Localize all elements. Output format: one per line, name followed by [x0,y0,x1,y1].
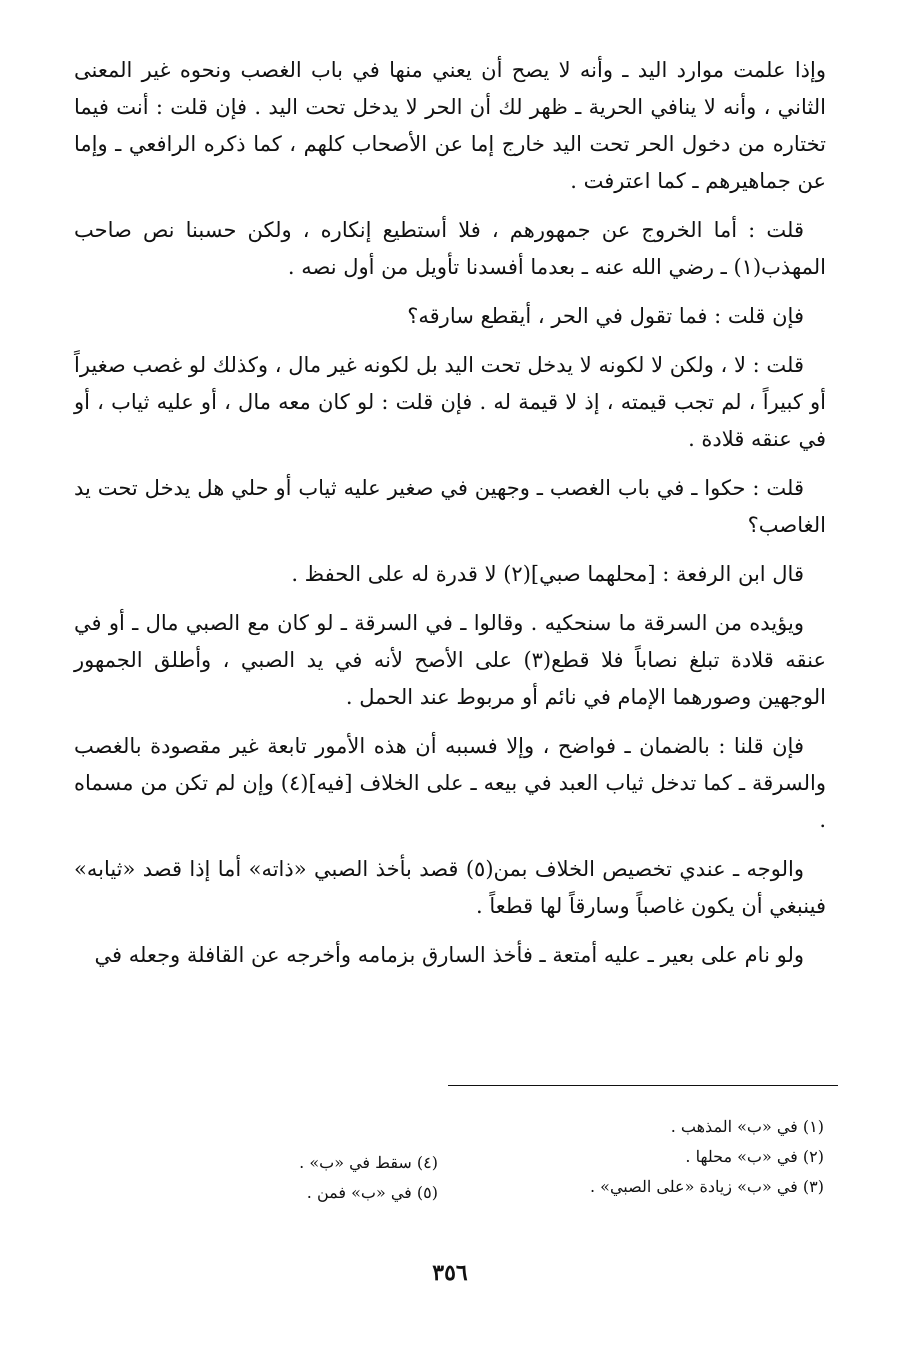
paragraph-4: قلت : لا ، ولكن لا لكونه لا يدخل تحت اليد بل لكونه غير مال ، وكذلك لو غصب صغيراً أو كبيراً ، لم تجب قيمته ، إذ لا قيمة له . فإن قلت : لو كان معه مال ، أو عليه ثياب ، أو في عنقه قلادة . [74,353,826,451]
footnote-2: (٢) في «ب» محلها . [685,1147,824,1166]
footnote-4: (٤) سقط في «ب» . [299,1153,438,1172]
footnotes-right-column [590,1112,824,1202]
footnote-3: (٣) في «ب» زيادة «على الصبي» . [590,1177,824,1196]
page-number: ٣٥٦ [432,1260,468,1286]
paragraph-9: والوجه ـ عندي تخصيص الخلاف بمن(٥) قصد بأخذ الصبي «ذاته» أما إذا قصد «ثيابه» فينبغي أن يكون غاصباً وسارقاً لها قطعاً . [74,857,826,918]
footnotes-left-column [299,1148,438,1208]
main-text [74,52,826,986]
paragraph-2: قلت : أما الخروج عن جمهورهم ، فلا أستطيع إنكاره ، ولكن حسبنا نص صاحب المهذب(١) ـ رضي الله عنه ـ بعدما أفسدنا تأويل من أول نصه . [74,218,826,279]
footnote-1: (١) في «ب» المذهب . [670,1117,824,1136]
footnote-divider [448,1085,838,1086]
paragraph-5: قلت : حكوا ـ في باب الغصب ـ وجهين في صغير عليه ثياب أو حلي هل يدخل تحت يد الغاصب؟ [74,476,826,537]
paragraph-8: فإن قلنا : بالضمان ـ فواضح ، وإلا فسببه أن هذه الأمور تابعة غير مقصودة بالغصب والسرقة ـ كما تدخل ثياب العبد في بيعه ـ على الخلاف [فيه](٤) وإن لم تكن من مسماه . [74,734,826,832]
paragraph-7: ويؤيده من السرقة ما سنحكيه . وقالوا ـ في السرقة ـ لو كان مع الصبي مال ـ أو في عنقه قلادة تبلغ نصاباً فلا قطع(٣) على الأصح لأنه في يد الصبي ، وأطلق الجمهور الوجهين وصورهما الإمام في نائم أو مربوط عند الحمل . [74,611,826,709]
paragraph-3: فإن قلت : فما تقول في الحر ، أيقطع سارقه؟ [407,304,804,328]
paragraph-1: وإذا علمت موارد اليد ـ وأنه لا يصح أن يعني منها في باب الغصب ونحوه غير المعنى الثاني ، وأنه لا ينافي الحرية ـ ظهر لك أن الحر لا يدخل تحت اليد . فإن قلت : أنت فيما تختاره من دخول الحر تحت اليد خارج إما عن الأصحاب كلهم ، كما ذكره الرافعي ـ وإما عن جماهيرهم ـ كما اعترفت . [74,58,826,193]
paragraph-6: قال ابن الرفعة : [محلهما صبي](٢) لا قدرة له على الحفظ . [291,562,804,586]
paragraph-10: ولو نام على بعير ـ عليه أمتعة ـ فأخذ السارق بزمامه وأخرجه عن القافلة وجعله في [94,943,804,967]
footnote-5: (٥) في «ب» فمن . [306,1183,438,1202]
